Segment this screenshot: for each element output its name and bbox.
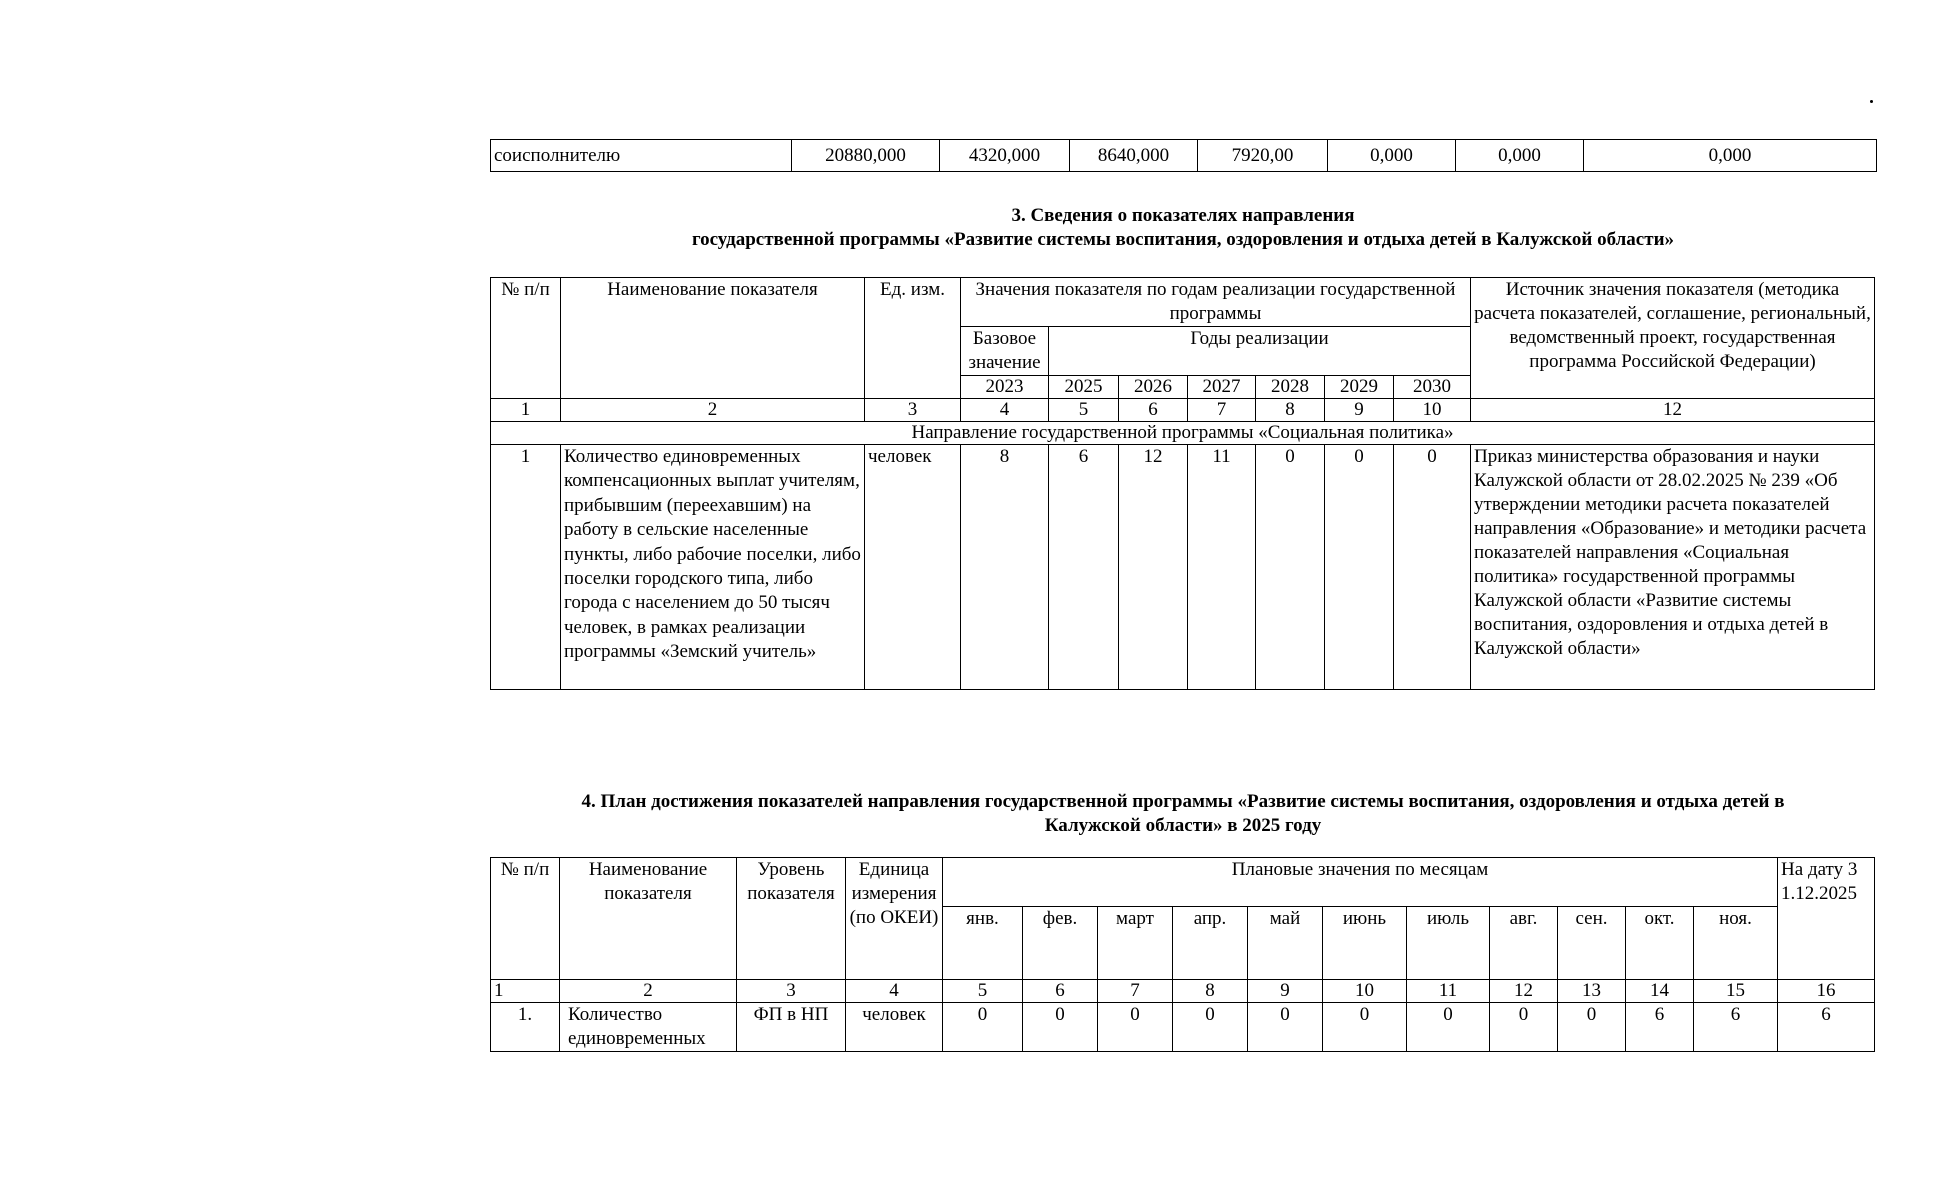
header-date: На дату 31.12.2025: [1778, 858, 1875, 980]
value-cell: 7920,00: [1198, 140, 1328, 172]
header-month: фев.: [1023, 907, 1098, 980]
col-number: 3: [865, 399, 961, 422]
col-number: 2: [561, 399, 865, 422]
col-number: 6: [1023, 980, 1098, 1003]
year-value: 0: [1325, 445, 1394, 690]
direction-row: [491, 422, 1875, 445]
month-value: 0: [1558, 1003, 1626, 1052]
col-number: 6: [1119, 399, 1188, 422]
header-plan: Плановые значения по месяцам: [943, 858, 1778, 907]
col-number: 10: [1323, 980, 1407, 1003]
col-number: 1: [491, 980, 560, 1003]
header-level: Уровень показателя: [737, 858, 846, 980]
month-value: 0: [1490, 1003, 1558, 1052]
header-month: авг.: [1490, 907, 1558, 980]
header-year: 2025: [1049, 376, 1119, 399]
col-number: 9: [1325, 399, 1394, 422]
col-number: 1: [491, 399, 561, 422]
indicator-source: Приказ министерства образования и науки Калужской области от 28.02.2025 № 239 «Об утверждении методики расчета показателей направления «Образование» и методики расчета показателей направления «Социальная политика» государственной программы Калужской области «Развитие системы воспитания, оздоровления и отдыха детей в Калужской области»: [1471, 445, 1875, 690]
section4-title-line1: 4. План достижения показателей направления государственной программы «Развитие системы воспитания, оздоровления и отдыха детей в: [581, 791, 1785, 812]
indicator-unit: человек: [865, 445, 961, 690]
plan-table: [490, 857, 1875, 1052]
table-row: [491, 1003, 1875, 1052]
indicator-level: ФП в НП: [737, 1003, 846, 1052]
header-year: 2026: [1119, 376, 1188, 399]
header-month: окт.: [1626, 907, 1694, 980]
col-number: 13: [1558, 980, 1626, 1003]
header-values-by-years: Значения показателя по годам реализации государственной программы: [961, 278, 1471, 327]
header-base: Базовое значение: [961, 327, 1049, 376]
col-number: 15: [1694, 980, 1778, 1003]
row-num: 1.: [491, 1003, 560, 1052]
value-cell: 0,000: [1456, 140, 1584, 172]
header-base-year: 2023: [961, 376, 1049, 399]
col-number: 16: [1778, 980, 1875, 1003]
month-value: 0: [1323, 1003, 1407, 1052]
month-value: 0: [1098, 1003, 1173, 1052]
section4-title: [490, 790, 1876, 838]
section4-title-line2: Калужской области» в 2025 году: [1044, 815, 1322, 836]
row-num: 1: [491, 445, 561, 690]
indicators-table: [490, 277, 1875, 690]
header-num: № п/п: [491, 858, 560, 980]
base-value: 8: [961, 445, 1049, 690]
table-row: [491, 140, 1877, 172]
section3-title: [490, 204, 1876, 252]
header-year: 2029: [1325, 376, 1394, 399]
header-month: март: [1098, 907, 1173, 980]
header-month: апр.: [1173, 907, 1248, 980]
value-cell: 4320,000: [940, 140, 1070, 172]
col-number: 4: [846, 980, 943, 1003]
indicator-name: Количество единовременных компенсационных выплат учителям, прибывшим (переехавшим) на работу в сельские населенные пункты, либо рабочие поселки, либо поселки городского типа, либо города с населением до 50 тысяч человек, в рамках реализации программы «Земский учитель»: [561, 445, 865, 690]
header-year: 2028: [1256, 376, 1325, 399]
header-row: [491, 278, 1875, 327]
header-month: ноя.: [1694, 907, 1778, 980]
section3-title-line1: 3. Сведения о показателях направления: [1011, 205, 1355, 226]
year-value: 6: [1049, 445, 1119, 690]
col-number: 14: [1626, 980, 1694, 1003]
month-value: 0: [1173, 1003, 1248, 1052]
funding-continuation-table: [490, 139, 1877, 172]
section3-title-line2: государственной программы «Развитие системы воспитания, оздоровления и отдыха детей в Калужской области»: [691, 229, 1675, 250]
month-value: 6: [1626, 1003, 1694, 1052]
header-row: [491, 858, 1875, 907]
month-value: 0: [1407, 1003, 1490, 1052]
indicator-name: Количество единовременных: [560, 1003, 737, 1052]
col-number: 8: [1173, 980, 1248, 1003]
header-year: 2030: [1394, 376, 1471, 399]
col-number: 7: [1098, 980, 1173, 1003]
header-year: 2027: [1188, 376, 1256, 399]
value-cell: 0,000: [1584, 140, 1877, 172]
col-number: 7: [1188, 399, 1256, 422]
col-number: 12: [1490, 980, 1558, 1003]
month-value: 0: [1248, 1003, 1323, 1052]
year-value: 0: [1256, 445, 1325, 690]
col-number: 5: [943, 980, 1023, 1003]
indicator-unit: человек: [846, 1003, 943, 1052]
date-value: 6: [1778, 1003, 1875, 1052]
header-month: май: [1248, 907, 1323, 980]
col-number: 4: [961, 399, 1049, 422]
col-number: 3: [737, 980, 846, 1003]
month-value: 0: [943, 1003, 1023, 1052]
header-source: Источник значения показателя (методика расчета показателей, соглашение, региональный, ведомственный проект, государственная программа Российской Федерации): [1471, 278, 1875, 399]
col-number: 5: [1049, 399, 1119, 422]
header-unit: Единица измерения (по ОКЕИ): [846, 858, 943, 980]
header-month: июль: [1407, 907, 1490, 980]
value-cell: 20880,000: [792, 140, 940, 172]
header-years-label: Годы реализации: [1049, 327, 1471, 376]
col-number: 2: [560, 980, 737, 1003]
month-value: 6: [1694, 1003, 1778, 1052]
column-number-row: [491, 399, 1875, 422]
value-cell: 0,000: [1328, 140, 1456, 172]
year-value: 11: [1188, 445, 1256, 690]
col-number: 9: [1248, 980, 1323, 1003]
col-number: 11: [1407, 980, 1490, 1003]
year-value: 0: [1394, 445, 1471, 690]
month-value: 0: [1023, 1003, 1098, 1052]
header-month: июнь: [1323, 907, 1407, 980]
header-name: Наименование показателя: [561, 278, 865, 399]
header-month: сен.: [1558, 907, 1626, 980]
header-unit: Ед. изм.: [865, 278, 961, 399]
direction-label: Направление государственной программы «Социальная политика»: [491, 422, 1875, 445]
column-number-row: [491, 980, 1875, 1003]
header-name: Наименование показателя: [560, 858, 737, 980]
col-number: 12: [1471, 399, 1875, 422]
value-cell: 8640,000: [1070, 140, 1198, 172]
col-number: 10: [1394, 399, 1471, 422]
page-dot: [1870, 100, 1873, 103]
row-label: соисполнителю: [491, 140, 792, 172]
year-value: 12: [1119, 445, 1188, 690]
header-month: янв.: [943, 907, 1023, 980]
header-num: № п/п: [491, 278, 561, 399]
col-number: 8: [1256, 399, 1325, 422]
table-row: [491, 445, 1875, 690]
